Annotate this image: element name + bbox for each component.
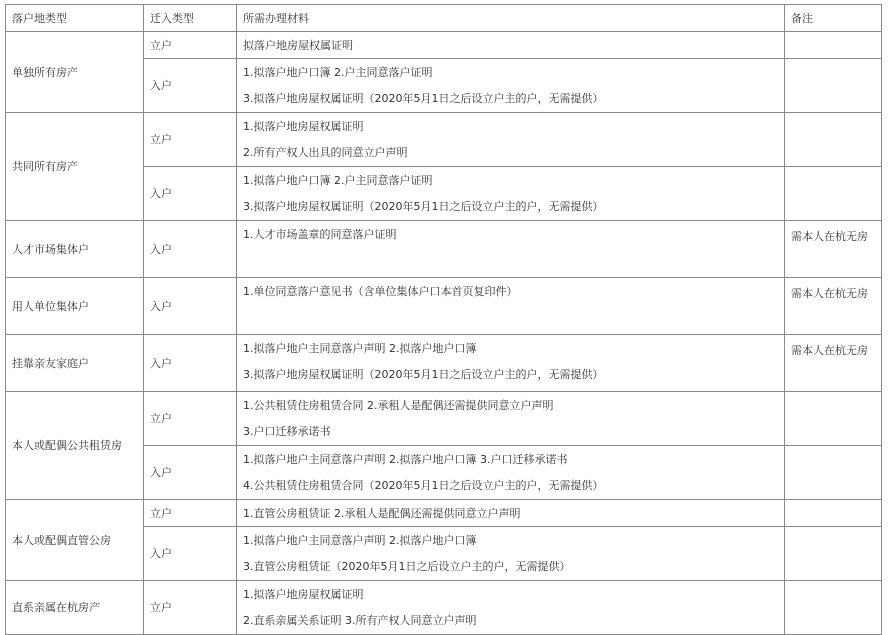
materials-cell xyxy=(237,221,785,278)
material-item: 1.拟落户地户口簿 2.户主同意落户证明 xyxy=(243,65,433,79)
header-settlement-type: 落户地类型 xyxy=(6,5,144,32)
remarks-cell xyxy=(785,113,882,167)
settlement-type-cell: 挂靠亲友家庭户 xyxy=(6,335,144,392)
materials-cell: 1.直管公房租赁证 2.承租人是配偶还需提供同意立户声明 xyxy=(237,500,785,527)
settlement-type-cell: 本人或配偶直管公房 xyxy=(6,500,144,581)
material-item: 4.公共租赁住房租赁合同（2020年5月1日之后设立户主的户，无需提供） xyxy=(243,478,604,492)
move-in-type-cell: 入户 xyxy=(144,335,237,392)
table-row xyxy=(6,392,882,446)
material-item: 1.拟落户地户口簿 2.户主同意落户证明 xyxy=(243,173,433,187)
materials-cell xyxy=(237,446,785,500)
move-in-type-cell: 入户 xyxy=(144,167,237,221)
move-in-type-cell: 立户 xyxy=(144,581,237,635)
header-move-in-type: 迁入类型 xyxy=(144,5,237,32)
settlement-type-cell: 共同所有房产 xyxy=(6,113,144,221)
settlement-type-cell: 直系亲属在杭房产 xyxy=(6,581,144,635)
material-item: 1.单位同意落户意见书（含单位集体户口本首页复印件） xyxy=(243,284,518,298)
material-item: 3.直管公房租赁证（2020年5月1日之后设立户主的户，无需提供） xyxy=(243,559,571,573)
move-in-type-cell: 立户 xyxy=(144,392,237,446)
move-in-type-cell: 立户 xyxy=(144,32,237,59)
materials-cell: 拟落户地房屋权属证明 xyxy=(237,32,785,59)
table-row xyxy=(6,500,882,527)
settlement-type-cell: 单独所有房产 xyxy=(6,32,144,113)
material-item: 1.拟落户地户主同意落户声明 2.拟落户地户口簿 xyxy=(243,341,477,355)
header-required-materials: 所需办理材料 xyxy=(237,5,785,32)
material-item: 1.人才市场盖章的同意落户证明 xyxy=(243,227,397,241)
material-item: 1.拟落户地房屋权属证明 xyxy=(243,119,364,133)
material-item: 3.拟落户地房屋权属证明（2020年5月1日之后设立户主的户，无需提供） xyxy=(243,367,604,381)
remarks-cell xyxy=(785,32,882,59)
materials-cell xyxy=(237,335,785,392)
settlement-type-cell: 人才市场集体户 xyxy=(6,221,144,278)
remarks-cell: 需本人在杭无房 xyxy=(785,335,882,392)
material-item: 1.拟落户地房屋权属证明 xyxy=(243,587,364,601)
household-registration-materials-table xyxy=(5,4,882,635)
table-row xyxy=(6,278,882,335)
material-item: 3.户口迁移承诺书 xyxy=(243,424,331,438)
material-item: 1.拟落户地户主同意落户声明 2.拟落户地户口簿 xyxy=(243,533,477,547)
table-row xyxy=(6,221,882,278)
header-remarks: 备注 xyxy=(785,5,882,32)
move-in-type-cell: 立户 xyxy=(144,113,237,167)
remarks-cell: 需本人在杭无房 xyxy=(785,278,882,335)
move-in-type-cell: 入户 xyxy=(144,446,237,500)
move-in-type-cell: 入户 xyxy=(144,221,237,278)
materials-cell xyxy=(237,59,785,113)
remarks-cell xyxy=(785,527,882,581)
material-item: 3.拟落户地房屋权属证明（2020年5月1日之后设立户主的户，无需提供） xyxy=(243,91,604,105)
table-row xyxy=(6,113,882,167)
remarks-cell xyxy=(785,392,882,446)
remarks-cell: 需本人在杭无房 xyxy=(785,221,882,278)
material-item: 1.公共租赁住房租赁合同 2.承租人是配偶还需提供同意立户声明 xyxy=(243,398,554,412)
header-row xyxy=(6,5,882,32)
move-in-type-cell: 入户 xyxy=(144,59,237,113)
move-in-type-cell: 入户 xyxy=(144,278,237,335)
remarks-cell xyxy=(785,581,882,635)
material-item: 1.拟落户地户主同意落户声明 2.拟落户地户口簿 3.户口迁移承诺书 xyxy=(243,452,568,466)
table-body xyxy=(6,32,882,635)
remarks-cell xyxy=(785,500,882,527)
remarks-cell xyxy=(785,446,882,500)
material-item: 3.拟落户地房屋权属证明（2020年5月1日之后设立户主的户，无需提供） xyxy=(243,199,604,213)
remarks-cell xyxy=(785,59,882,113)
remarks-cell xyxy=(785,167,882,221)
table-row xyxy=(6,335,882,392)
settlement-type-cell: 用人单位集体户 xyxy=(6,278,144,335)
materials-cell xyxy=(237,278,785,335)
materials-cell xyxy=(237,392,785,446)
move-in-type-cell: 入户 xyxy=(144,527,237,581)
settlement-type-cell: 本人或配偶公共租赁房 xyxy=(6,392,144,500)
materials-cell xyxy=(237,167,785,221)
material-item: 2.直系亲属关系证明 3.所有产权人同意立户声明 xyxy=(243,613,477,627)
table-row xyxy=(6,32,882,59)
table-row xyxy=(6,581,882,635)
materials-cell xyxy=(237,581,785,635)
materials-cell xyxy=(237,113,785,167)
move-in-type-cell: 立户 xyxy=(144,500,237,527)
material-item: 2.所有产权人出具的同意立户声明 xyxy=(243,145,408,159)
materials-cell xyxy=(237,527,785,581)
